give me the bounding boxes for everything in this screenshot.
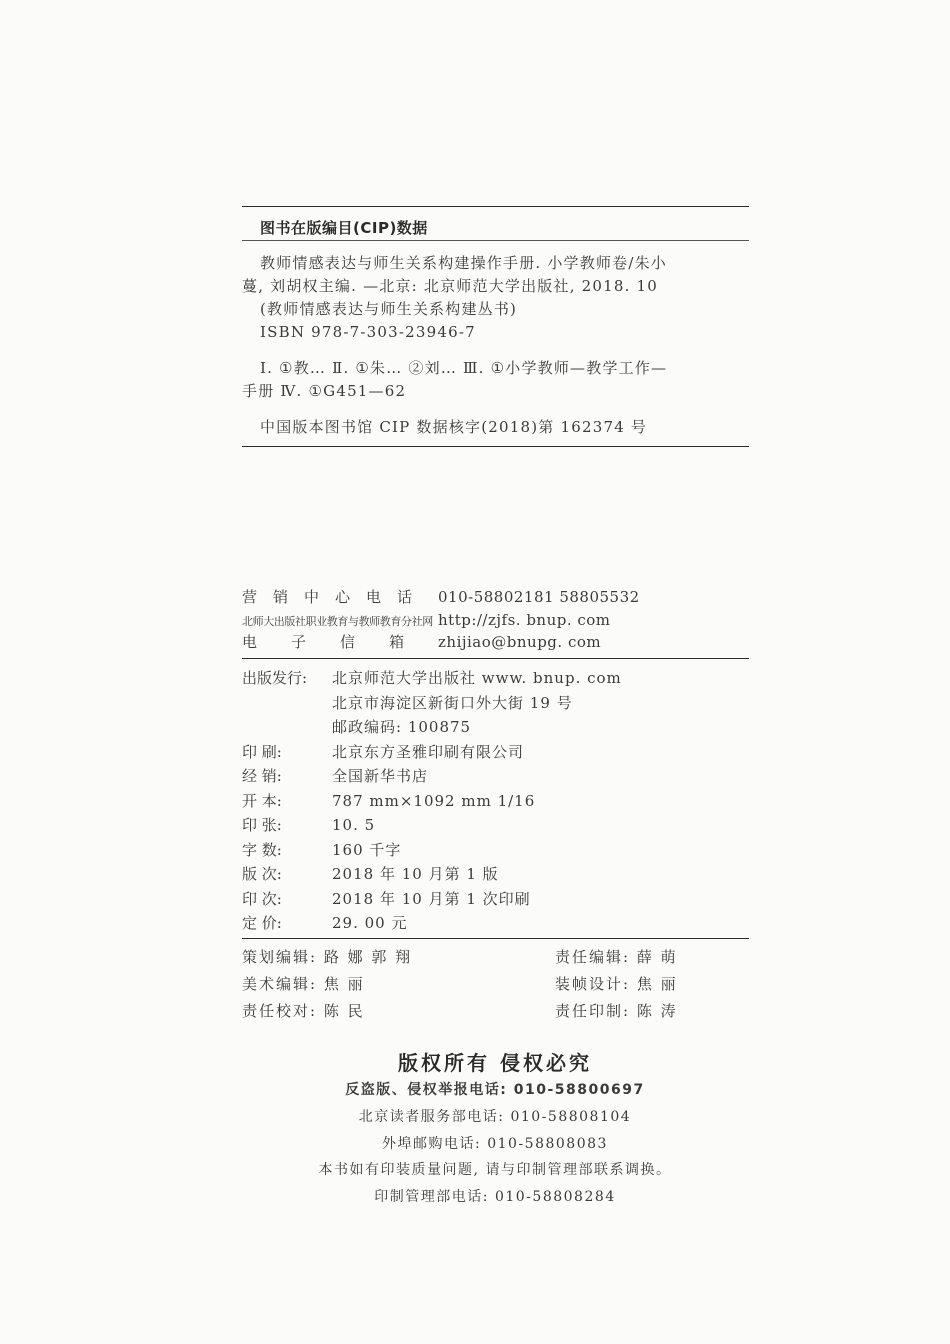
publication-label: 印 张: bbox=[242, 816, 282, 834]
website-label: 北师大出版社职业教育与教师教育分社网 bbox=[242, 615, 433, 628]
contact-rule bbox=[242, 658, 749, 659]
publication-label: 出版发行: bbox=[242, 669, 308, 687]
publication-value: 北京东方圣雅印刷有限公司 bbox=[332, 742, 525, 761]
publication-row bbox=[242, 862, 499, 886]
publication-value: 邮政编码: 100875 bbox=[332, 718, 472, 736]
cip-line-3: (教师情感表达与师生关系构建丛书) bbox=[260, 300, 518, 318]
publication-rule bbox=[242, 938, 749, 939]
email-value[interactable]: zhijiao@bnupg. com bbox=[438, 633, 602, 651]
quality-notice: 本书如有印装质量问题, 请与印制管理部联系调换。 bbox=[318, 1162, 672, 1178]
publication-row bbox=[242, 813, 375, 837]
print-dept-phone: 印制管理部电话: 010-58808284 bbox=[374, 1189, 616, 1205]
cip-line-2: 蔓, 刘胡权主编. —北京: 北京师范大学出版社, 2018. 10 bbox=[242, 277, 659, 295]
cip-title: 图书在版编目(CIP)数据 bbox=[260, 219, 428, 237]
cip-title-rule bbox=[242, 240, 749, 241]
publication-row bbox=[242, 666, 622, 690]
staff-proofreader: 责任校对: 陈 民 bbox=[242, 1002, 365, 1020]
sales-phone-value: 010-58802181 58805532 bbox=[438, 588, 640, 606]
publication-row bbox=[242, 911, 407, 935]
publication-label: 印 次: bbox=[242, 889, 282, 908]
mail-order-phone: 外埠邮购电话: 010-58808083 bbox=[382, 1136, 608, 1152]
publication-label: 定 价: bbox=[242, 914, 282, 932]
publication-value: 北京市海淀区新街口外大街 19 号 bbox=[332, 693, 573, 712]
cip-class-2: 手册 Ⅳ. ①G451—62 bbox=[242, 382, 407, 400]
cip-isbn: ISBN 978-7-303-23946-7 bbox=[260, 323, 476, 341]
publication-row bbox=[242, 789, 535, 813]
sales-phone-row bbox=[242, 586, 640, 608]
reader-service-phone: 北京读者服务部电话: 010-58808104 bbox=[358, 1109, 632, 1125]
publication-row bbox=[242, 740, 524, 764]
publication-label: 版 次: bbox=[242, 865, 282, 883]
publication-label: 经 销: bbox=[242, 767, 282, 785]
email-label: 电子信箱 bbox=[242, 633, 439, 651]
publication-label: 字 数: bbox=[242, 840, 282, 859]
publication-row bbox=[242, 715, 471, 739]
publication-value: 10. 5 bbox=[332, 816, 376, 834]
staff-planning-editor: 策划编辑: 路 娜 郭 翔 bbox=[242, 948, 413, 966]
cip-bottom-rule bbox=[242, 446, 749, 447]
cip-top-rule bbox=[242, 206, 749, 207]
cip-class-1: Ⅰ. ①教… Ⅱ. ①朱… ②刘… Ⅲ. ①小学教师—教学工作— bbox=[260, 359, 668, 377]
staff-cover-design: 装帧设计: 焦 丽 bbox=[555, 975, 678, 993]
piracy-hotline: 反盗版、侵权举报电话: 010-58800697 bbox=[345, 1082, 645, 1098]
publication-value: 北京师范大学出版社 www. bnup. com bbox=[332, 669, 622, 687]
publication-row bbox=[242, 887, 531, 911]
publication-label: 开 本: bbox=[242, 791, 282, 810]
sales-phone-label: 营销中心电话 bbox=[242, 588, 429, 606]
cip-line-1: 教师情感表达与师生关系构建操作手册. 小学教师卷/朱小 bbox=[260, 254, 667, 272]
publication-row bbox=[242, 764, 428, 788]
publication-value: 160 千字 bbox=[332, 840, 402, 859]
publication-row bbox=[242, 838, 401, 862]
website-row bbox=[242, 611, 611, 633]
publication-row bbox=[242, 691, 573, 715]
staff-art-editor: 美术编辑: 焦 丽 bbox=[242, 975, 365, 993]
email-row bbox=[242, 631, 601, 653]
publication-value: 全国新华书店 bbox=[332, 767, 429, 785]
cip-record-number: 中国版本图书馆 CIP 数据核字(2018)第 162374 号 bbox=[260, 418, 648, 436]
publication-label: 印 刷: bbox=[242, 742, 282, 761]
publication-value: 787 mm×1092 mm 1/16 bbox=[332, 791, 536, 810]
publication-value: 2018 年 10 月第 1 次印刷 bbox=[332, 889, 531, 908]
publication-value: 2018 年 10 月第 1 版 bbox=[332, 865, 499, 883]
website-value[interactable]: http://zjfs. bnup. com bbox=[438, 611, 611, 629]
publication-value: 29. 00 元 bbox=[332, 914, 408, 932]
staff-print-supervisor: 责任印制: 陈 涛 bbox=[555, 1002, 678, 1020]
staff-responsible-editor: 责任编辑: 薛 萌 bbox=[555, 948, 678, 966]
rights-title: 版权所有 侵权必究 bbox=[398, 1051, 592, 1075]
